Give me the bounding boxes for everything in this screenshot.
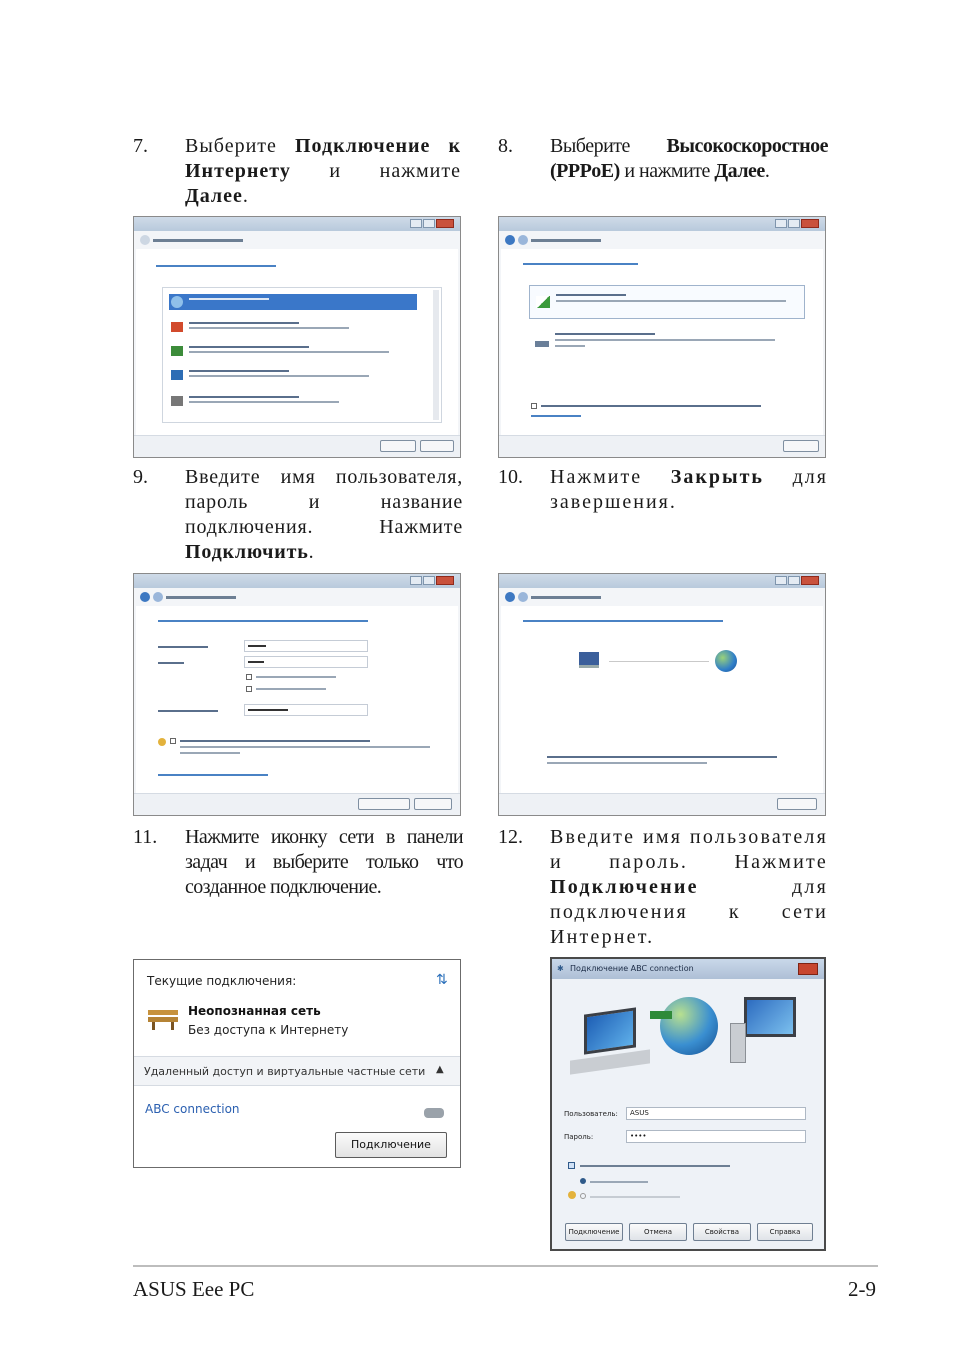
shield-icon xyxy=(158,738,166,746)
options-list xyxy=(162,287,442,423)
minimize-icon xyxy=(775,576,787,585)
step-number: 12. xyxy=(498,826,523,848)
password-label: Пароль: xyxy=(564,1133,594,1141)
close-icon[interactable] xyxy=(798,963,818,975)
connect-button xyxy=(358,798,410,810)
abc-connection-item[interactable]: ABC connection xyxy=(145,1102,240,1116)
laptop-icon xyxy=(570,1007,650,1077)
forward-icon xyxy=(153,592,163,602)
back-icon xyxy=(140,592,150,602)
wizard-content xyxy=(136,249,458,435)
step-text: Выберите Подключение к Интернету и нажмите Далее. xyxy=(185,135,462,207)
checkbox xyxy=(170,738,176,744)
cable-icon xyxy=(535,341,549,347)
maximize-icon xyxy=(423,219,435,228)
screenshot-credentials xyxy=(133,573,461,816)
pppoe-option xyxy=(529,329,805,363)
dialog-help-button[interactable]: Справка xyxy=(757,1223,813,1241)
vpn-section-header[interactable] xyxy=(134,1056,460,1086)
password-input[interactable]: •••• xyxy=(626,1130,806,1143)
window-titlebar xyxy=(134,217,460,231)
step-text: Нажмите Закрыть для завершения. xyxy=(550,466,828,513)
network-icon xyxy=(171,346,183,356)
globe-icon xyxy=(171,296,183,308)
nav-row xyxy=(140,592,236,602)
window-titlebar xyxy=(499,217,825,231)
globe-icon xyxy=(660,997,718,1055)
screenshot-pppoe xyxy=(498,216,826,458)
minimize-icon xyxy=(410,576,422,585)
dialog-connect-button[interactable]: Подключение xyxy=(565,1223,623,1241)
step-number: 11. xyxy=(133,826,158,848)
globe-icon xyxy=(715,650,737,672)
network-tray-popup xyxy=(133,959,461,1168)
close-icon xyxy=(436,219,454,228)
wizard-content xyxy=(136,606,458,793)
network-icon xyxy=(171,322,183,332)
bench-icon xyxy=(148,1006,178,1030)
refresh-icon[interactable]: ⇅ xyxy=(436,972,448,988)
connection-name-field xyxy=(244,704,368,716)
maximize-icon xyxy=(788,219,800,228)
save-credentials-checkbox[interactable] xyxy=(568,1162,575,1169)
cancel-button xyxy=(414,798,452,810)
scrollbar xyxy=(433,290,439,420)
wireless-icon xyxy=(536,296,550,308)
checkbox xyxy=(531,403,537,409)
workplace-icon xyxy=(171,370,183,380)
screenshot-connected xyxy=(498,573,826,816)
forward-icon xyxy=(518,235,528,245)
step-text: Выберите Высокоскоростное (PPPoE) и нажмите Далее. xyxy=(550,135,828,182)
wizard-content xyxy=(501,606,823,793)
monitor-icon xyxy=(730,997,800,1071)
radio-me-only[interactable] xyxy=(580,1178,586,1184)
cancel-button xyxy=(420,440,454,452)
user-label: Пользователь: xyxy=(564,1110,618,1118)
minimize-icon xyxy=(775,219,787,228)
computer-icon xyxy=(579,652,599,668)
wizard-content xyxy=(501,249,823,435)
wizard-footer xyxy=(134,793,460,815)
network-icon: ✱ xyxy=(557,964,564,973)
close-icon xyxy=(801,219,819,228)
close-icon xyxy=(436,576,454,585)
step-number: 10. xyxy=(498,466,523,488)
step-text: Введите имя пользователя, пароль и название подключения. Нажмите Подключить. xyxy=(185,466,463,563)
dialog-titlebar xyxy=(552,959,824,979)
step-number: 8. xyxy=(498,135,513,157)
checkbox xyxy=(246,686,252,692)
nav-row xyxy=(505,592,601,602)
step-number: 7. xyxy=(133,135,148,157)
back-icon xyxy=(140,235,150,245)
wizard-footer xyxy=(499,793,825,815)
step-text: Нажмите иконку сети в панели задач и выберите только что созданное подключение. xyxy=(185,826,463,898)
vpn-section-label: Удаленный доступ и виртуальные частные сети xyxy=(144,1065,426,1078)
screenshot-connection-type xyxy=(133,216,461,458)
network-name: Неопознанная сеть xyxy=(188,1004,321,1018)
step-text: Введите имя пользователя и пароль. Нажмите Подключение для подключения к сети Интернет. xyxy=(550,826,828,948)
wizard-footer xyxy=(134,435,460,457)
radio-anyone[interactable] xyxy=(580,1193,586,1199)
phone-icon xyxy=(171,396,183,406)
user-input[interactable]: ASUS xyxy=(626,1107,806,1120)
link-arrow-icon xyxy=(650,1011,672,1019)
wireless-option xyxy=(529,285,805,319)
checkbox xyxy=(246,674,252,680)
back-icon xyxy=(505,592,515,602)
page-number: 2-9 xyxy=(848,1277,876,1301)
dialog-cancel-button[interactable]: Отмена xyxy=(629,1223,687,1241)
forward-icon xyxy=(518,592,528,602)
network-status: Без доступа к Интернету xyxy=(188,1023,349,1037)
modem-icon xyxy=(424,1108,444,1118)
password-field xyxy=(244,656,368,668)
tray-heading: Текущие подключения: xyxy=(147,974,297,988)
shield-icon xyxy=(568,1191,576,1199)
step-number: 9. xyxy=(133,466,148,488)
dialog-properties-button[interactable]: Свойства xyxy=(693,1223,751,1241)
close-button xyxy=(777,798,817,810)
wizard-footer xyxy=(499,435,825,457)
window-titlebar xyxy=(134,574,460,588)
username-field xyxy=(244,640,368,652)
nav-row xyxy=(140,235,243,245)
back-icon xyxy=(505,235,515,245)
footer-divider xyxy=(133,1265,878,1267)
nav-row xyxy=(505,235,601,245)
footer-title: ASUS Eee PC xyxy=(133,1277,255,1301)
connect-button[interactable]: Подключение xyxy=(335,1132,447,1158)
next-button xyxy=(380,440,416,452)
dialog-title: Подключение ABC connection xyxy=(570,964,694,973)
maximize-icon xyxy=(788,576,800,585)
close-icon xyxy=(801,576,819,585)
maximize-icon xyxy=(423,576,435,585)
chevron-up-icon: ▲ xyxy=(436,1064,444,1075)
connect-dialog xyxy=(550,957,826,1251)
window-titlebar xyxy=(499,574,825,588)
cancel-button xyxy=(783,440,819,452)
minimize-icon xyxy=(410,219,422,228)
